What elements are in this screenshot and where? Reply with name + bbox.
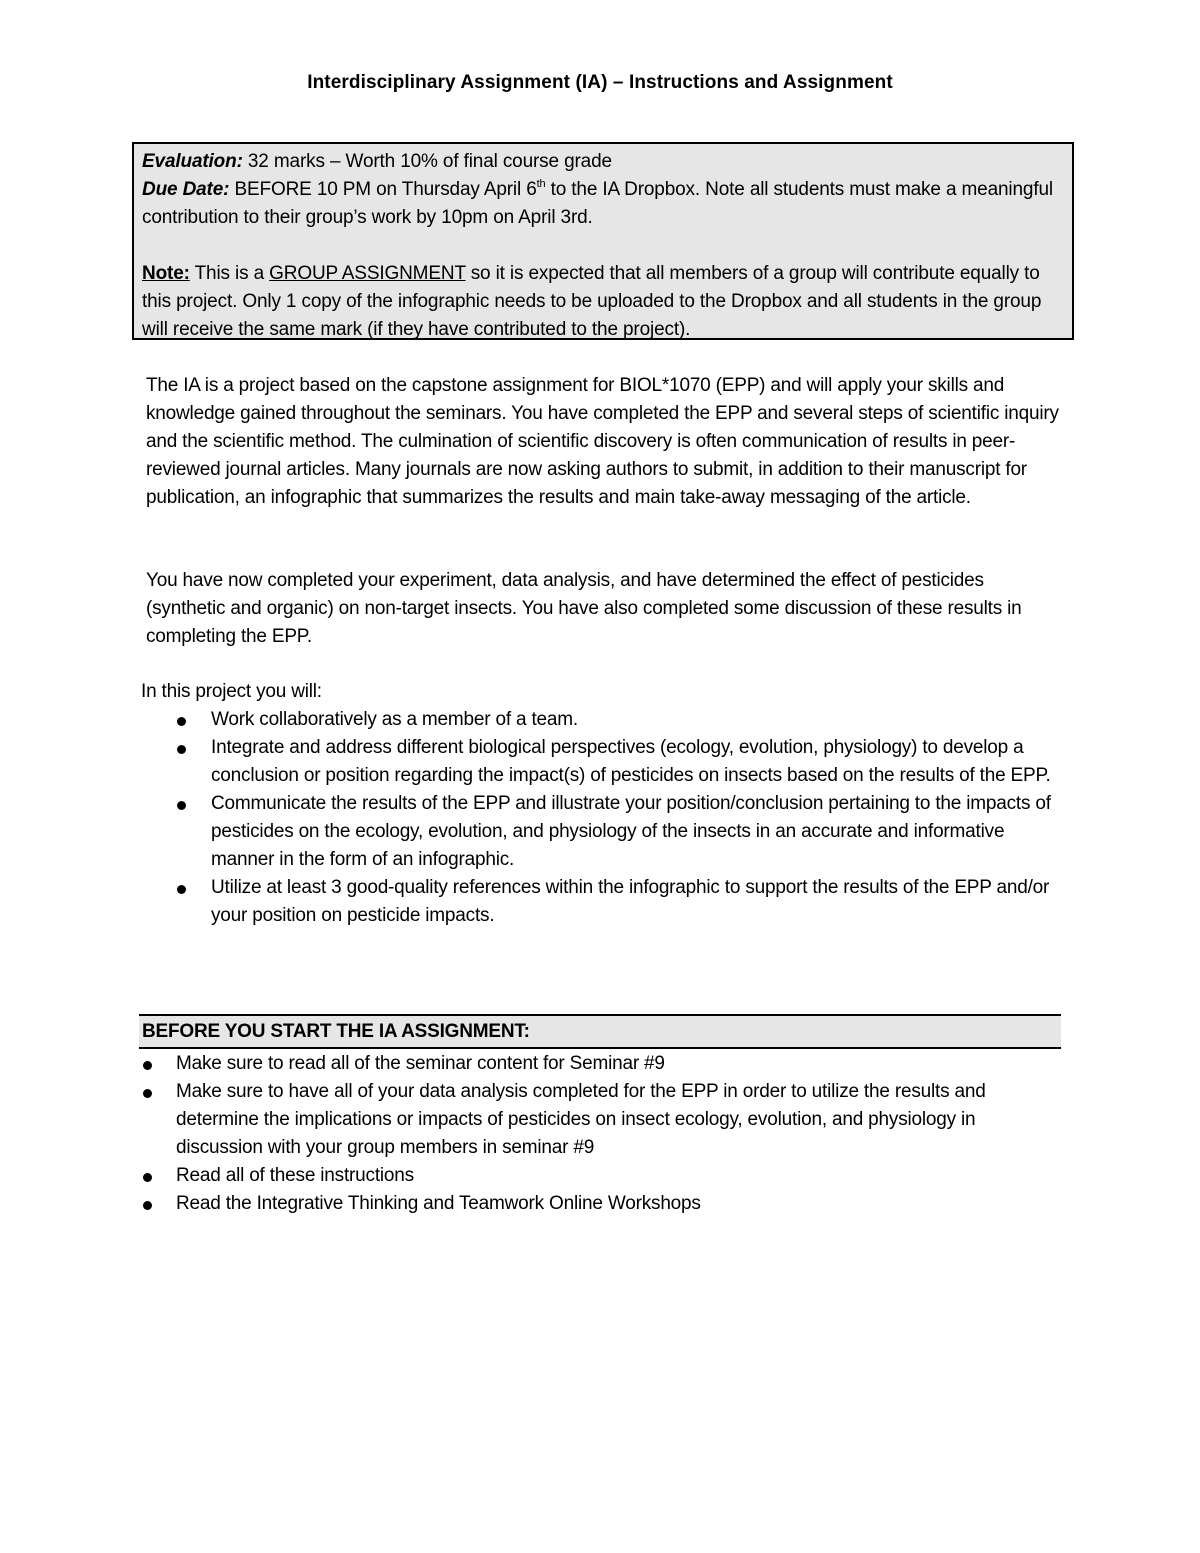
- intro-paragraph: The IA is a project based on the capstone assignment for BIOL*1070 (EPP) and will apply your skills and knowledge gained throughout the seminars. You have completed the EPP and several steps of scientific inquiry and the scientific method. The culmination of scientific discovery is often communication of results in peer-reviewed journal articles. Many journals are now asking authors to submit, in addition to their manuscript for publication, an infographic that summarizes the results and main take-away messaging of the article.: [146, 375, 1059, 508]
- list-item-text: Utilize at least 3 good-quality references within the infographic to support the results of the EPP and/or your position on pesticide impacts.: [211, 877, 1050, 926]
- note-text-b: so it is expected that all members of a group will contribute equally to this project. Only 1 copy of the infographic needs to be uploaded to the Dropbox and all students in the group will receive the same mark (if they have contributed to the project).: [142, 263, 1042, 340]
- note-text-a: This is a: [189, 263, 270, 284]
- list-item: [141, 1078, 1061, 1162]
- list-item: [141, 790, 1061, 874]
- due-date-line: [142, 176, 1067, 232]
- bullet-icon: [177, 745, 186, 754]
- evaluation-box: [132, 142, 1074, 340]
- bullet-icon: [143, 1089, 152, 1098]
- note-line: [142, 260, 1067, 344]
- bullet-icon: [143, 1061, 152, 1070]
- completed-paragraph: You have now completed your experiment, data analysis, and have determined the effect of pesticides (synthetic and organic) on non-target insects. You have also completed some discussion of these results in completing the EPP.: [146, 570, 1022, 647]
- list-item-text: Read the Integrative Thinking and Teamwork Online Workshops: [176, 1193, 701, 1214]
- before-list: [141, 1050, 1061, 1218]
- evaluation-line: [142, 148, 1067, 176]
- bullet-icon: [177, 717, 186, 726]
- list-item: [141, 874, 1061, 930]
- project-list: [141, 706, 1061, 930]
- list-item: [141, 1190, 1061, 1218]
- list-item-text: Communicate the results of the EPP and illustrate your position/conclusion pertaining to the impacts of pesticides on the ecology, evolution, and physiology of the insects in an accurate and informative manner in the form of an infographic.: [211, 793, 1051, 870]
- list-item-text: Integrate and address different biological perspectives (ecology, evolution, physiology) to develop a conclusion or position regarding the impact(s) of pesticides on insects based on the results of the EPP.: [211, 737, 1051, 786]
- bullet-icon: [143, 1173, 152, 1182]
- note-label: Note:: [142, 263, 190, 284]
- list-item: [141, 734, 1061, 790]
- list-item-text: Make sure to have all of your data analysis completed for the EPP in order to utilize the results and determine the implications or impacts of pesticides on insect ecology, evolution, and physiology in discussion with your group members in seminar #9: [176, 1081, 986, 1158]
- project-lead: In this project you will:: [141, 681, 322, 702]
- before-section-header: BEFORE YOU START THE IA ASSIGNMENT:: [139, 1014, 1061, 1049]
- list-item-text: Work collaboratively as a member of a team.: [211, 709, 578, 730]
- due-date-label: Due Date:: [142, 179, 230, 200]
- list-item: [141, 706, 1061, 734]
- group-assignment-text: GROUP ASSIGNMENT: [269, 263, 466, 284]
- project-section: [141, 678, 1061, 930]
- bullet-icon: [177, 885, 186, 894]
- due-date-superscript: th: [536, 178, 546, 190]
- completed-paragraph-block: [146, 567, 1066, 651]
- before-section: [141, 1050, 1061, 1218]
- list-item: [141, 1050, 1061, 1078]
- page-title: Interdisciplinary Assignment (IA) – Instructions and Assignment: [307, 72, 893, 93]
- due-date-text-a: BEFORE 10 PM on Thursday April 6: [229, 179, 537, 200]
- intro-paragraph-block: [146, 372, 1066, 512]
- list-item-text: Read all of these instructions: [176, 1165, 414, 1186]
- bullet-icon: [177, 801, 186, 810]
- list-item-text: Make sure to read all of the seminar content for Seminar #9: [176, 1053, 665, 1074]
- due-date-text-b: to the IA Dropbox. Note all students must make a meaningful contribution to their group’s work by 10pm on April 3rd.: [142, 179, 1053, 228]
- evaluation-label: Evaluation:: [142, 151, 243, 172]
- evaluation-text: 32 marks – Worth 10% of final course grade: [242, 151, 612, 172]
- list-item: [141, 1162, 1061, 1190]
- bullet-icon: [143, 1201, 152, 1210]
